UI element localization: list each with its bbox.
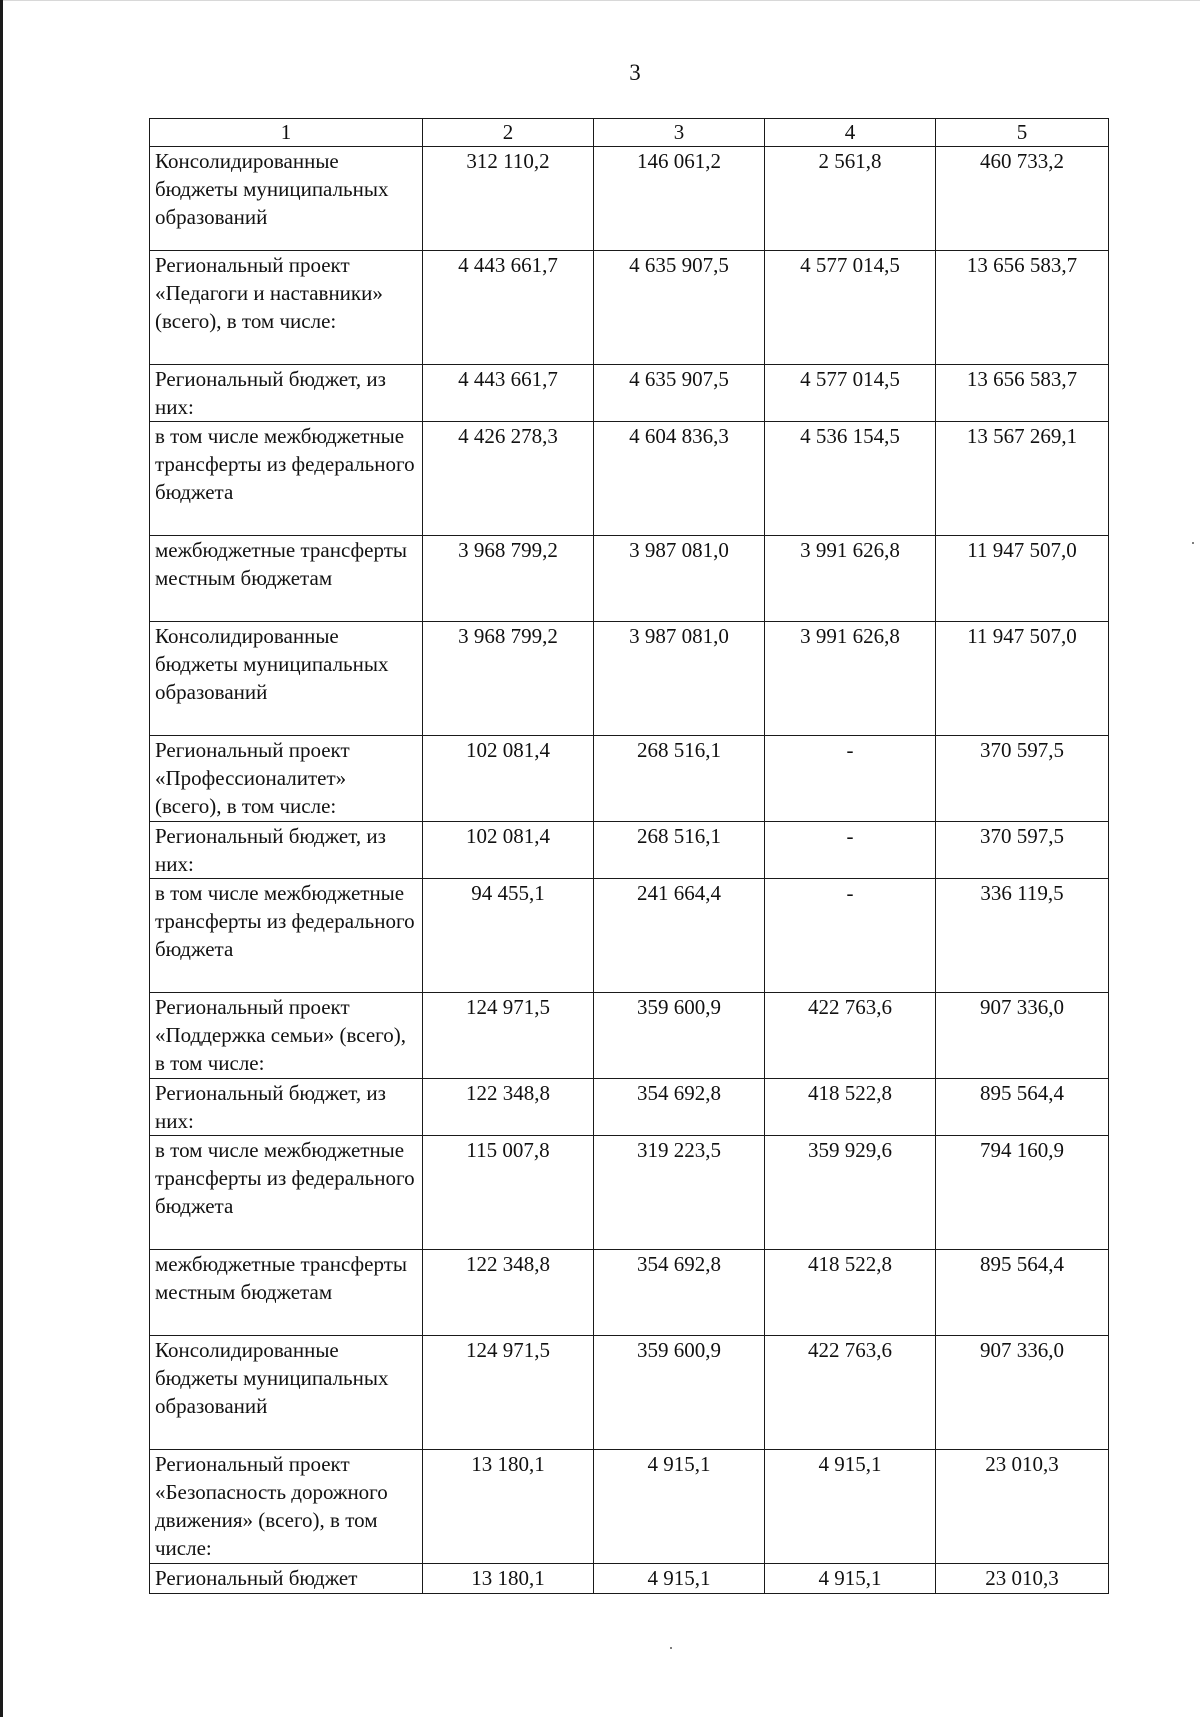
value-cell: 354 692,8 [594, 1079, 765, 1136]
table-row [150, 736, 1109, 822]
column-header: 5 [936, 119, 1109, 147]
scan-speck [1192, 542, 1194, 544]
value-cell: 4 915,1 [594, 1564, 765, 1594]
row-label: в том числе межбюджетные трансферты из федерального бюджета [150, 1136, 423, 1250]
value-cell: 146 061,2 [594, 147, 765, 251]
table-row [150, 1450, 1109, 1564]
scan-speck [670, 1647, 672, 1649]
value-cell: 794 160,9 [936, 1136, 1109, 1250]
value-cell: 895 564,4 [936, 1250, 1109, 1336]
value-cell: 4 443 661,7 [423, 251, 594, 365]
value-cell: 13 180,1 [423, 1450, 594, 1564]
value-cell: 336 119,5 [936, 879, 1109, 993]
value-cell: 4 426 278,3 [423, 422, 594, 536]
value-cell: - [765, 736, 936, 822]
value-cell: 418 522,8 [765, 1250, 936, 1336]
value-cell: 268 516,1 [594, 736, 765, 822]
table-row [150, 365, 1109, 422]
row-label: Консолидированные бюджеты муниципальных образований [150, 147, 423, 251]
table-body [150, 147, 1109, 1594]
value-cell: 895 564,4 [936, 1079, 1109, 1136]
row-label: Региональный проект «Профессионалитет» (всего), в том числе: [150, 736, 423, 822]
value-cell: 460 733,2 [936, 147, 1109, 251]
table-row [150, 251, 1109, 365]
value-cell: 4 915,1 [594, 1450, 765, 1564]
value-cell: 2 561,8 [765, 147, 936, 251]
value-cell: 3 991 626,8 [765, 622, 936, 736]
value-cell: 124 971,5 [423, 1336, 594, 1450]
row-label: Региональный проект «Поддержка семьи» (всего), в том числе: [150, 993, 423, 1079]
column-header: 4 [765, 119, 936, 147]
table-row [150, 1079, 1109, 1136]
page-number: 3 [629, 60, 641, 85]
value-cell: 4 604 836,3 [594, 422, 765, 536]
table-row [150, 1250, 1109, 1336]
table-row [150, 422, 1109, 536]
value-cell: 3 968 799,2 [423, 622, 594, 736]
scan-left-edge [0, 0, 3, 1717]
row-label: Региональный бюджет, из них: [150, 822, 423, 879]
table-row [150, 1564, 1109, 1594]
value-cell: 102 081,4 [423, 822, 594, 879]
value-cell: - [765, 879, 936, 993]
value-cell: 94 455,1 [423, 879, 594, 993]
row-label: Региональный бюджет, из них: [150, 365, 423, 422]
table-row [150, 1336, 1109, 1450]
row-label: в том числе межбюджетные трансферты из федерального бюджета [150, 879, 423, 993]
column-header: 1 [150, 119, 423, 147]
row-label: Консолидированные бюджеты муниципальных образований [150, 622, 423, 736]
table-row [150, 147, 1109, 251]
value-cell: 312 110,2 [423, 147, 594, 251]
value-cell: 354 692,8 [594, 1250, 765, 1336]
column-header: 2 [423, 119, 594, 147]
table-row [150, 879, 1109, 993]
value-cell: 4 443 661,7 [423, 365, 594, 422]
value-cell: 241 664,4 [594, 879, 765, 993]
value-cell: 102 081,4 [423, 736, 594, 822]
table-row [150, 622, 1109, 736]
value-cell: - [765, 822, 936, 879]
table-row [150, 822, 1109, 879]
value-cell: 422 763,6 [765, 1336, 936, 1450]
row-label: межбюджетные трансферты местным бюджетам [150, 1250, 423, 1336]
row-label: Региональный проект «Педагоги и наставники» (всего), в том числе: [150, 251, 423, 365]
table-row [150, 536, 1109, 622]
table-row [150, 993, 1109, 1079]
value-cell: 23 010,3 [936, 1564, 1109, 1594]
value-cell: 4 915,1 [765, 1564, 936, 1594]
row-label: Консолидированные бюджеты муниципальных образований [150, 1336, 423, 1450]
value-cell: 370 597,5 [936, 822, 1109, 879]
value-cell: 11 947 507,0 [936, 622, 1109, 736]
table-header-row [150, 119, 1109, 147]
value-cell: 4 577 014,5 [765, 251, 936, 365]
value-cell: 13 656 583,7 [936, 365, 1109, 422]
value-cell: 907 336,0 [936, 1336, 1109, 1450]
column-header: 3 [594, 119, 765, 147]
value-cell: 115 007,8 [423, 1136, 594, 1250]
row-label: межбюджетные трансферты местным бюджетам [150, 536, 423, 622]
value-cell: 359 600,9 [594, 1336, 765, 1450]
value-cell: 23 010,3 [936, 1450, 1109, 1564]
value-cell: 422 763,6 [765, 993, 936, 1079]
value-cell: 3 987 081,0 [594, 622, 765, 736]
value-cell: 268 516,1 [594, 822, 765, 879]
row-label: Региональный бюджет, из них: [150, 1079, 423, 1136]
value-cell: 122 348,8 [423, 1250, 594, 1336]
value-cell: 124 971,5 [423, 993, 594, 1079]
budget-table [149, 118, 1109, 1594]
value-cell: 418 522,8 [765, 1079, 936, 1136]
value-cell: 13 656 583,7 [936, 251, 1109, 365]
value-cell: 359 600,9 [594, 993, 765, 1079]
value-cell: 122 348,8 [423, 1079, 594, 1136]
value-cell: 3 987 081,0 [594, 536, 765, 622]
value-cell: 907 336,0 [936, 993, 1109, 1079]
value-cell: 4 915,1 [765, 1450, 936, 1564]
value-cell: 13 180,1 [423, 1564, 594, 1594]
value-cell: 3 991 626,8 [765, 536, 936, 622]
value-cell: 359 929,6 [765, 1136, 936, 1250]
value-cell: 4 536 154,5 [765, 422, 936, 536]
value-cell: 319 223,5 [594, 1136, 765, 1250]
value-cell: 370 597,5 [936, 736, 1109, 822]
scan-top-edge [0, 0, 1200, 1]
value-cell: 11 947 507,0 [936, 536, 1109, 622]
row-label: Региональный проект «Безопасность дорожного движения» (всего), в том числе: [150, 1450, 423, 1564]
value-cell: 3 968 799,2 [423, 536, 594, 622]
row-label: Региональный бюджет [150, 1564, 423, 1594]
value-cell: 4 577 014,5 [765, 365, 936, 422]
row-label: в том числе межбюджетные трансферты из федерального бюджета [150, 422, 423, 536]
value-cell: 4 635 907,5 [594, 251, 765, 365]
value-cell: 4 635 907,5 [594, 365, 765, 422]
value-cell: 13 567 269,1 [936, 422, 1109, 536]
table-row [150, 1136, 1109, 1250]
